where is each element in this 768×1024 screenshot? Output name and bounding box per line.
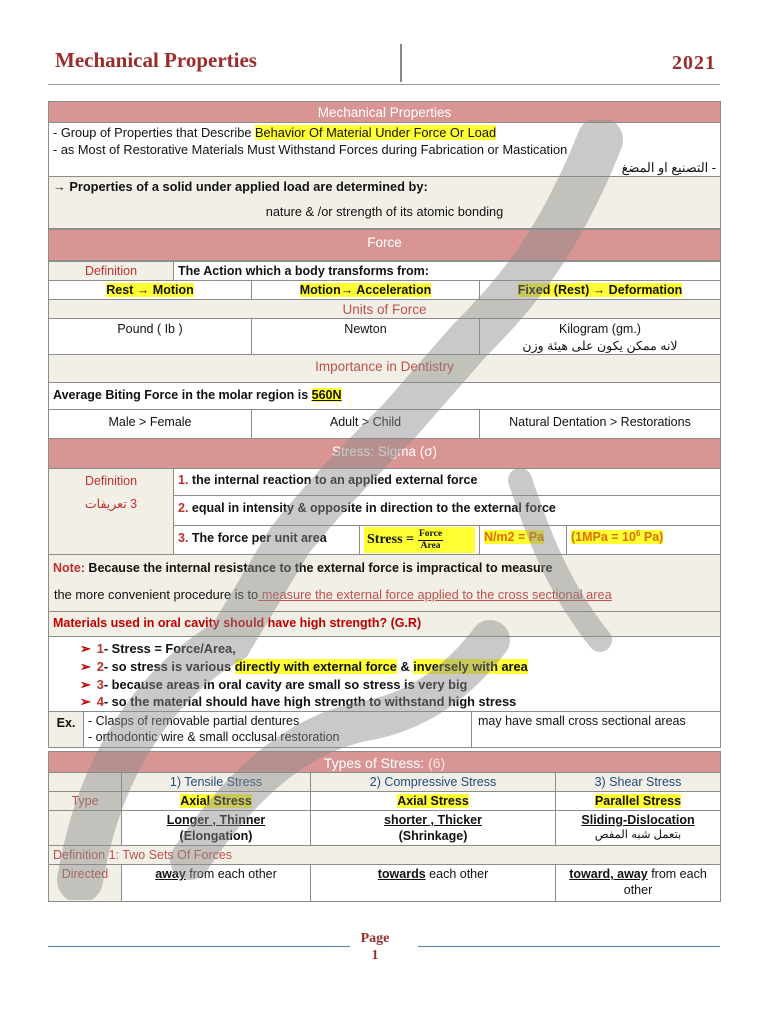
unit-kilogram-label: Kilogram (gm.) [559,322,641,336]
header-year: 2021 [672,52,716,74]
formula-numerator: Force [419,529,443,540]
header-rule [48,84,720,85]
page-label: Page [360,931,390,946]
importance-title: Importance in Dentistry [48,354,721,383]
formula-fraction [418,529,443,551]
unit-kilogram [479,318,721,355]
mp-description [48,122,721,177]
mp-determined-by [48,176,721,229]
reason-2: ➢ 2- so stress is various directly with external force & inversely with area [80,659,528,674]
unit-newton: Newton [251,318,480,355]
tensile-effect [121,810,311,846]
footer-rule-left [48,946,350,947]
stress-mpa: ($1MPa = 10^6$ Pa) [566,525,721,555]
mp-determined-heading: → Properties of a solid under applied load are determined by: [53,179,428,194]
force-transform-2: Motion→ Acceleration [251,280,480,300]
type-compressive-header: 2) Compressive Stress [310,772,556,792]
type-shear-header: 3) Shear Stress [555,772,721,792]
page-number [352,931,398,965]
page-title: Mechanical Properties [55,48,257,72]
stress-note [48,554,721,612]
stress-def-1: 1. the internal reaction to an applied external force [173,468,721,496]
formula-denominator: Area [420,540,441,551]
stress-definition-word: Definition [84,474,138,488]
tensile-effect-1: Longer , Thinner [166,813,266,827]
compare-sex: Male > Female [48,409,252,439]
compressive-direction: towards each other [310,864,556,902]
directed-label: Directed [48,864,122,902]
page-num: 1 [371,947,379,963]
header-divider [400,44,402,82]
force-transform-1: Rest → Motion [48,280,252,300]
definition-1-heading: Definition 1: Two Sets Of Forces [48,845,721,865]
tensile-type: Axial Stress [121,791,311,811]
example-note: may have small cross sectional areas [471,711,721,748]
section-stress: Stress: Sigma (σ) [48,438,721,469]
reason-4: ➢ 4- so the material should have high strength to withstand high stress [80,694,517,709]
type-label: Type [48,791,122,811]
compressive-type: Axial Stress [310,791,556,811]
stress-definition-label [48,468,174,555]
shear-type: Parallel Stress [555,791,721,811]
tensile-effect-2: (Elongation) [179,829,253,844]
shear-effect [555,810,721,846]
units-of-force-title: Units of Force [48,299,721,319]
mp-atomic-bonding: nature & /or strength of its atomic bonding [265,204,504,219]
compare-dentition: Natural Dentation > Restorations [479,409,721,439]
stress-def-2: 2. equal in intensity & opposite in direction to the external force [173,495,721,526]
force-transform-3: Fixed (Rest) → Deformation [479,280,721,300]
note-line-2: the more convenient procedure is to measure the external force applied to the cross sectional area [54,587,612,602]
compressive-effect-2: (Shrinkage) [398,829,468,844]
note-line-1: Note: Because the internal resistance to the external force is impractical to measure [53,561,553,575]
stress-definition-arabic: 3 تعريفات [84,496,138,511]
section-mechanical-properties: Mechanical Properties [48,101,721,123]
shear-direction: toward, away from each other [555,864,721,902]
reason-3: ➢ 3- because areas in oral cavity are small so stress is very big [80,677,468,692]
force-definition-text: The Action which a body transforms from: [173,261,721,281]
stress-unit: N/m2 = Pa [479,525,567,555]
compressive-effect [310,810,556,846]
stress-def-3: 3. The force per unit area [173,525,360,555]
section-force: Force [48,229,721,261]
example-items [83,711,472,748]
stress-formula [359,525,480,555]
reason-1: ➢ 1- Stress = Force/Area, [80,641,236,656]
type-tensile-header: 1) Tensile Stress [121,772,311,792]
types-corner [48,772,122,792]
example-item-2: - orthodontic wire & small occlusal restoration [88,730,340,745]
strength-question: Materials used in oral cavity should have high strength? (G.R) [48,611,721,637]
unit-pound: Pound ( Ib ) [48,318,252,355]
compare-age: Adult > Child [251,409,480,439]
mp-line-1: - Group of Properties that Describe Behavior Of Material Under Force Or Load [53,125,497,140]
tensile-direction: away from each other [121,864,311,902]
formula-lhs: Stress = [367,531,414,547]
biting-force: Average Biting Force in the molar region is 560N [48,382,721,410]
shear-effect-2: بتعمل شبه المفص [594,829,682,842]
unit-kilogram-arabic: لانه ممكن يكون على هيئة وزن [522,338,678,353]
section-types-of-stress: Types of Stress: (6) [48,751,721,773]
force-definition-label: Definition [48,261,174,281]
shear-effect-1: Sliding-Dislocation [581,813,695,827]
compressive-effect-1: shorter , Thicker [384,813,482,827]
effect-label [48,810,122,846]
footer-rule-right [418,946,720,947]
mp-line-3-arabic: - التصنيع او المضغ [621,159,716,175]
example-label: Ex. [48,711,84,748]
example-item-1: - Clasps of removable partial dentures [88,714,300,728]
mp-line-2: - as Most of Restorative Materials Must Withstand Forces during Fabrication or Mastication [53,142,568,158]
